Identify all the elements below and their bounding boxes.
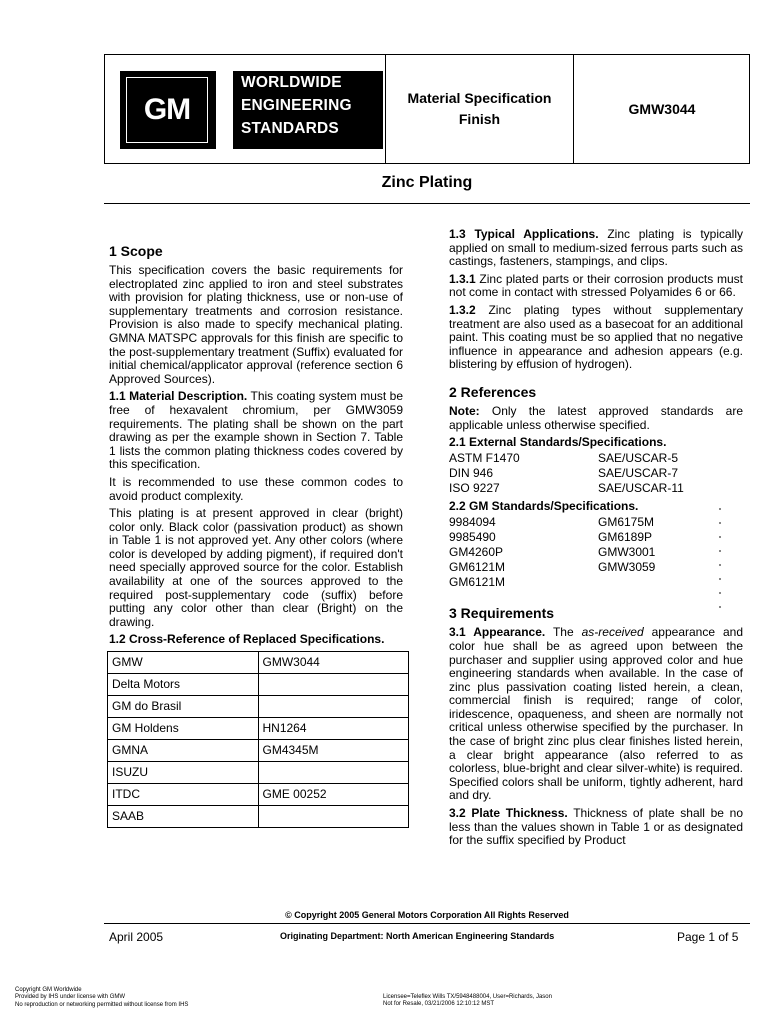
table-cell: GME 00252 <box>258 784 409 806</box>
scope-heading: 1 Scope <box>109 243 163 259</box>
typical-applications-paragraph <box>449 228 743 269</box>
basecoat-paragraph <box>449 304 743 372</box>
appearance-paragraph <box>449 626 743 803</box>
document-number: GMW3044 <box>628 101 696 117</box>
gm-logo <box>120 71 216 149</box>
table-cell: GM do Brasil <box>108 696 259 718</box>
footer-department: Originating Department: North American Engineering Standards <box>280 931 555 941</box>
banner-line-2: ENGINEERING <box>241 97 352 114</box>
common-codes-paragraph: It is recommended to use these common codes to avoid product complexity. <box>109 474 403 503</box>
table-row <box>449 516 743 531</box>
table-row <box>449 467 743 482</box>
section-text: The <box>545 625 582 640</box>
document-header <box>104 54 750 164</box>
external-standards-list <box>449 452 743 497</box>
license-line: Licensee=Teleflex Wills TX/5948488004, User=Richards, Jason <box>383 994 552 1000</box>
license-line: No reproduction or networking permitted without license from IHS <box>15 1001 189 1008</box>
table-cell: HN1264 <box>258 718 409 740</box>
banner-line-1: WORLDWIDE <box>241 74 342 91</box>
plate-thickness-paragraph <box>449 807 743 848</box>
table-cell <box>258 674 409 696</box>
table-row <box>108 762 409 784</box>
gm-logo-text: GM <box>126 77 208 143</box>
requirements-heading: 3 Requirements <box>449 605 555 622</box>
spec-type-line-1: Material Specification <box>407 90 552 106</box>
material-description-paragraph <box>109 390 403 472</box>
standard-ref: 9985490 <box>449 530 496 545</box>
scope-paragraph: This specification covers the basic requirements for electroplated zinc applied to iron and steel substrates with provision for plating thickness, use or non-use of supplementary treatments and corrosion resistance. Provision is also made to specify mechanical plating. GMNA MATSPC approvals for this finish are specific to the post-supplementary treatment (Suffix) evaluated for initial chemical/applicator approval (reference section 6 Approved Sources). <box>109 263 403 386</box>
table-cell <box>258 806 409 828</box>
standards-banner <box>233 71 383 149</box>
spec-type <box>386 88 573 130</box>
table-row <box>108 740 409 762</box>
table-cell: SAAB <box>108 806 259 828</box>
margin-marks <box>719 508 723 620</box>
gm-standards-list <box>449 516 743 591</box>
standard-ref: GM4260P <box>449 545 504 560</box>
section-text: Thickness of plate shall be no less than the values shown in Table 1 or as designated for the suffix specified by Product <box>449 806 743 848</box>
table-row <box>449 452 743 467</box>
note-label: Note: <box>449 403 480 418</box>
table-row <box>449 561 743 576</box>
footer-date: April 2005 <box>109 930 164 944</box>
table-row <box>449 482 743 497</box>
table-cell: Delta Motors <box>108 674 259 696</box>
table-cell: GMW3044 <box>258 652 409 674</box>
table-row <box>449 576 743 591</box>
external-standards-heading: 2.1 External Standards/Specifications. <box>449 435 667 450</box>
right-column <box>449 228 743 852</box>
license-line: Copyright GM Worldwide <box>15 987 82 993</box>
table-row <box>449 531 743 546</box>
spec-type-line-2: Finish <box>458 111 501 127</box>
left-column <box>109 243 403 828</box>
footer-rule <box>104 923 750 924</box>
standard-ref: GM6121M <box>449 560 506 575</box>
section-text: This coating system must be free of hexavalent chromium, per GMW3059 requirements. The plating shall be shown on the part drawing as per the example shown in Section 7. Table 1 lists the common plating thickness codes covered by this specification. <box>109 389 403 472</box>
section-text: Zinc plating is typically applied on small to medium-sized ferrous parts such as castings, fasteners, stampings, and clips. <box>449 227 743 269</box>
standard-ref: ASTM F1470 <box>449 450 520 465</box>
table-row <box>108 674 409 696</box>
section-label: 1.3 Typical Applications. <box>449 227 599 241</box>
section-label: 3.1 Appearance. <box>449 625 546 640</box>
section-label: 3.2 Plate Thickness. <box>449 806 568 821</box>
section-text: Zinc plating types without supplementary treatment are also used as a basecoat for an additional paint. This coating must be so applied that no negative influence in appearance and adhesion appears (e.g. blistering by effusion of hydrogen). <box>449 302 743 372</box>
banner-line-3: STANDARDS <box>241 120 339 137</box>
copyright-notice: © Copyright 2005 General Motors Corporation All Rights Reserved <box>285 910 569 920</box>
standard-ref: GM6175M <box>598 515 655 530</box>
standard-ref: SAE/USCAR-7 <box>598 465 679 480</box>
table-row <box>108 696 409 718</box>
cross-reference-heading: 1.2 Cross-Reference of Replaced Specifications. <box>109 632 385 647</box>
section-label: 1.3.1 <box>449 271 476 286</box>
license-line: Not for Resale, 03/21/2006 12:10:12 MST <box>383 1001 495 1008</box>
cross-reference-table <box>107 651 409 828</box>
clear-bright-paragraph: This plating is at present approved in clear (bright) color only. Black color (passivation product) as shown in Table 1 is not approved yet. Any other colors (where color is developed by adding pigment), if required don't need specially approved source for the color. Establish availability at one of the sources approved to the required post-supplementary code (suffix) before putting any color other than clear (Bright) on the drawing. <box>109 506 403 629</box>
standard-ref: GM6189P <box>598 530 653 545</box>
section-label: 1.1 Material Description. <box>109 389 248 404</box>
table-row <box>108 652 409 674</box>
table-cell: GM Holdens <box>108 718 259 740</box>
emphasis-text: as-received <box>581 625 644 640</box>
table-row <box>449 546 743 561</box>
gm-standards-heading: 2.2 GM Standards/Specifications. <box>449 498 639 513</box>
references-note <box>449 405 743 432</box>
standard-ref: SAE/USCAR-11 <box>598 480 684 495</box>
standard-ref: 9984094 <box>449 515 496 530</box>
section-text: Zinc plated parts or their corrosion products must not come in contact with stressed Polyamides 6 or 66. <box>449 271 743 300</box>
note-text: Only the latest approved standards are applicable unless otherwise specified. <box>449 403 743 432</box>
license-line: Provided by IHS under license with GMW <box>15 994 126 1001</box>
table-cell: ISUZU <box>108 762 259 784</box>
polyamide-paragraph <box>449 273 743 300</box>
standard-ref: SAE/USCAR-5 <box>598 450 679 465</box>
table-row <box>108 718 409 740</box>
standard-ref: GMW3001 <box>598 545 656 560</box>
table-cell: GM4345M <box>258 740 409 762</box>
table-cell <box>258 762 409 784</box>
standard-ref: GMW3059 <box>598 560 656 575</box>
references-heading: 2 References <box>449 383 537 400</box>
table-cell: GMNA <box>108 740 259 762</box>
title-rule <box>104 203 750 204</box>
page-number: Page 1 of 5 <box>677 930 739 944</box>
section-label: 1.3.2 <box>449 302 476 317</box>
standard-ref: ISO 9227 <box>449 480 500 495</box>
table-row <box>108 806 409 828</box>
license-info-right <box>383 994 552 1009</box>
table-cell <box>258 696 409 718</box>
page-title: Zinc Plating <box>381 174 473 191</box>
table-row <box>108 784 409 806</box>
table-cell: GMW <box>108 652 259 674</box>
standard-ref: DIN 946 <box>449 465 494 480</box>
table-cell: ITDC <box>108 784 259 806</box>
license-info-left <box>15 987 188 1009</box>
section-text: appearance and color hue shall be as agreed upon between the purchaser and supplier using approved color and hue engineering standards when available. In the case of zinc plus passivation coating listed herein, a clean, commercial finish is required; range of color, iridescence, opaqueness, and sheen are normally not critical unless otherwise specified by the purchaser. In the case of bright zinc plus clear finishes listed herein, a clear bright appearance (also referred to as colorless, blue-bright and clear silver-white) is required. Specified colors shall be uniform, tightly adherent, hard and dry. <box>449 625 743 803</box>
standard-ref: GM6121M <box>449 575 506 590</box>
